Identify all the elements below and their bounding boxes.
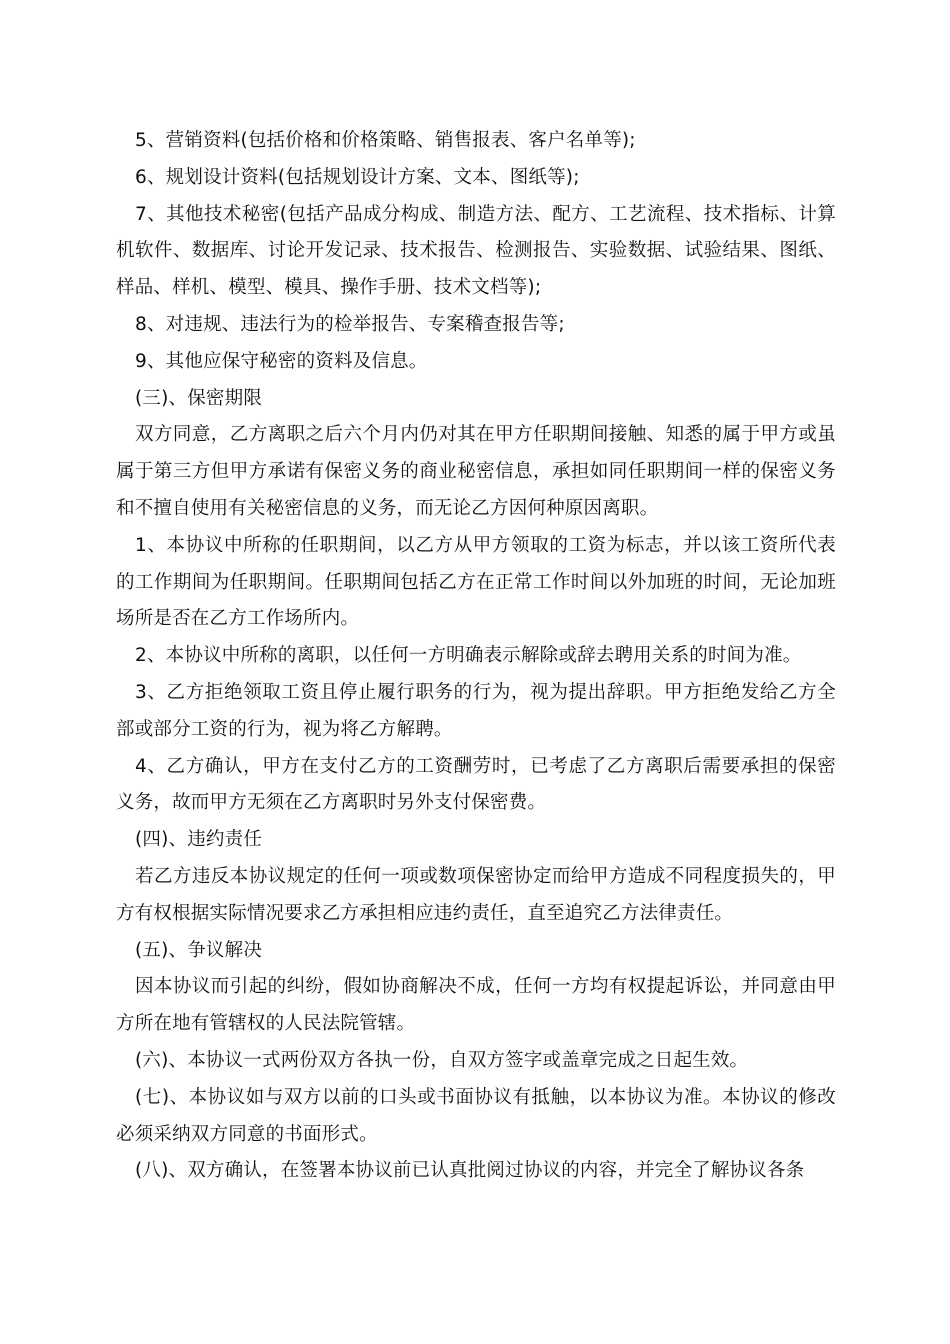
section-heading-confidentiality-period: (三)、保密期限 [135, 387, 263, 409]
section-copies-effective: (六)、本协议一式两份双方各执一份，自双方签字或盖章完成之日起生效。 [135, 1049, 749, 1071]
section-heading-liability: (四)、违约责任 [135, 829, 263, 851]
paragraph-dispute-resolution: 因本协议而引起的纠纷，假如协商解决不成，任何一方均有权提起诉讼，并同意由甲方所在地有管辖权的人民法院管辖。 [116, 976, 836, 1035]
clause-employment-period: 1、本协议中所称的任职期间，以乙方从甲方领取的工资为标志，并以该工资所代表的工作期间为任职期间。任职期间包括乙方在正常工作时间以外加班的时间，无论加班场所是否在乙方工作场所内。 [116, 534, 836, 630]
section-precedence: (七)、本协议如与双方以前的口头或书面协议有抵触，以本协议为准。本协议的修改必须采纳双方同意的书面形式。 [116, 1086, 836, 1145]
section-confirmation: (八)、双方确认，在签署本协议前已认真批阅过协议的内容，并完全了解协议各条 [135, 1160, 805, 1182]
clause-refuse-wages: 3、乙方拒绝领取工资且停止履行职务的行为，视为提出辞职。甲方拒绝发给乙方全部或部分工资的行为，视为将乙方解聘。 [116, 681, 836, 740]
list-item-other-secrets: 9、其他应保守秘密的资料及信息。 [135, 350, 428, 372]
paragraph-mutual-agreement: 双方同意，乙方离职之后六个月内仍对其在甲方任职期间接触、知悉的属于甲方或虽属于第三方但甲方承诺有保密义务的商业秘密信息，承担如同任职期间一样的保密义务和不擅自使用有关秘密信息的义务，而无论乙方因何种原因离职。 [116, 424, 836, 519]
section-heading-dispute-resolution: (五)、争议解决 [135, 939, 263, 961]
clause-resignation-definition: 2、本协议中所称的离职，以任何一方明确表示解除或辞去聘用关系的时间为准。 [135, 645, 802, 667]
paragraph-liability: 若乙方违反本协议规定的任何一项或数项保密协定而给甲方造成不同程度损失的，甲方有权根据实际情况要求乙方承担相应违约责任，直至追究乙方法律责任。 [116, 865, 836, 924]
list-item-technical-secrets: 7、其他技术秘密(包括产品成分构成、制造方法、配方、工艺流程、技术指标、计算机软件、数据库、讨论开发记录、技术报告、检测报告、实验数据、试验结果、图纸、样品、样机、模型、模具、操作手册、技术文档等); [116, 203, 836, 299]
clause-confidentiality-fee: 4、乙方确认，甲方在支付乙方的工资酬劳时，已考虑了乙方离职后需要承担的保密义务，故而甲方无须在乙方离职时另外支付保密费。 [116, 755, 836, 814]
list-item-planning-materials: 6、规划设计资料(包括规划设计方案、文本、图纸等); [135, 166, 580, 188]
list-item-violation-reports: 8、对违规、违法行为的检举报告、专案稽查报告等; [135, 313, 565, 335]
document-body [116, 123, 836, 1190]
list-item-marketing-materials: 5、营销资料(包括价格和价格策略、销售报表、客户名单等); [135, 130, 636, 151]
